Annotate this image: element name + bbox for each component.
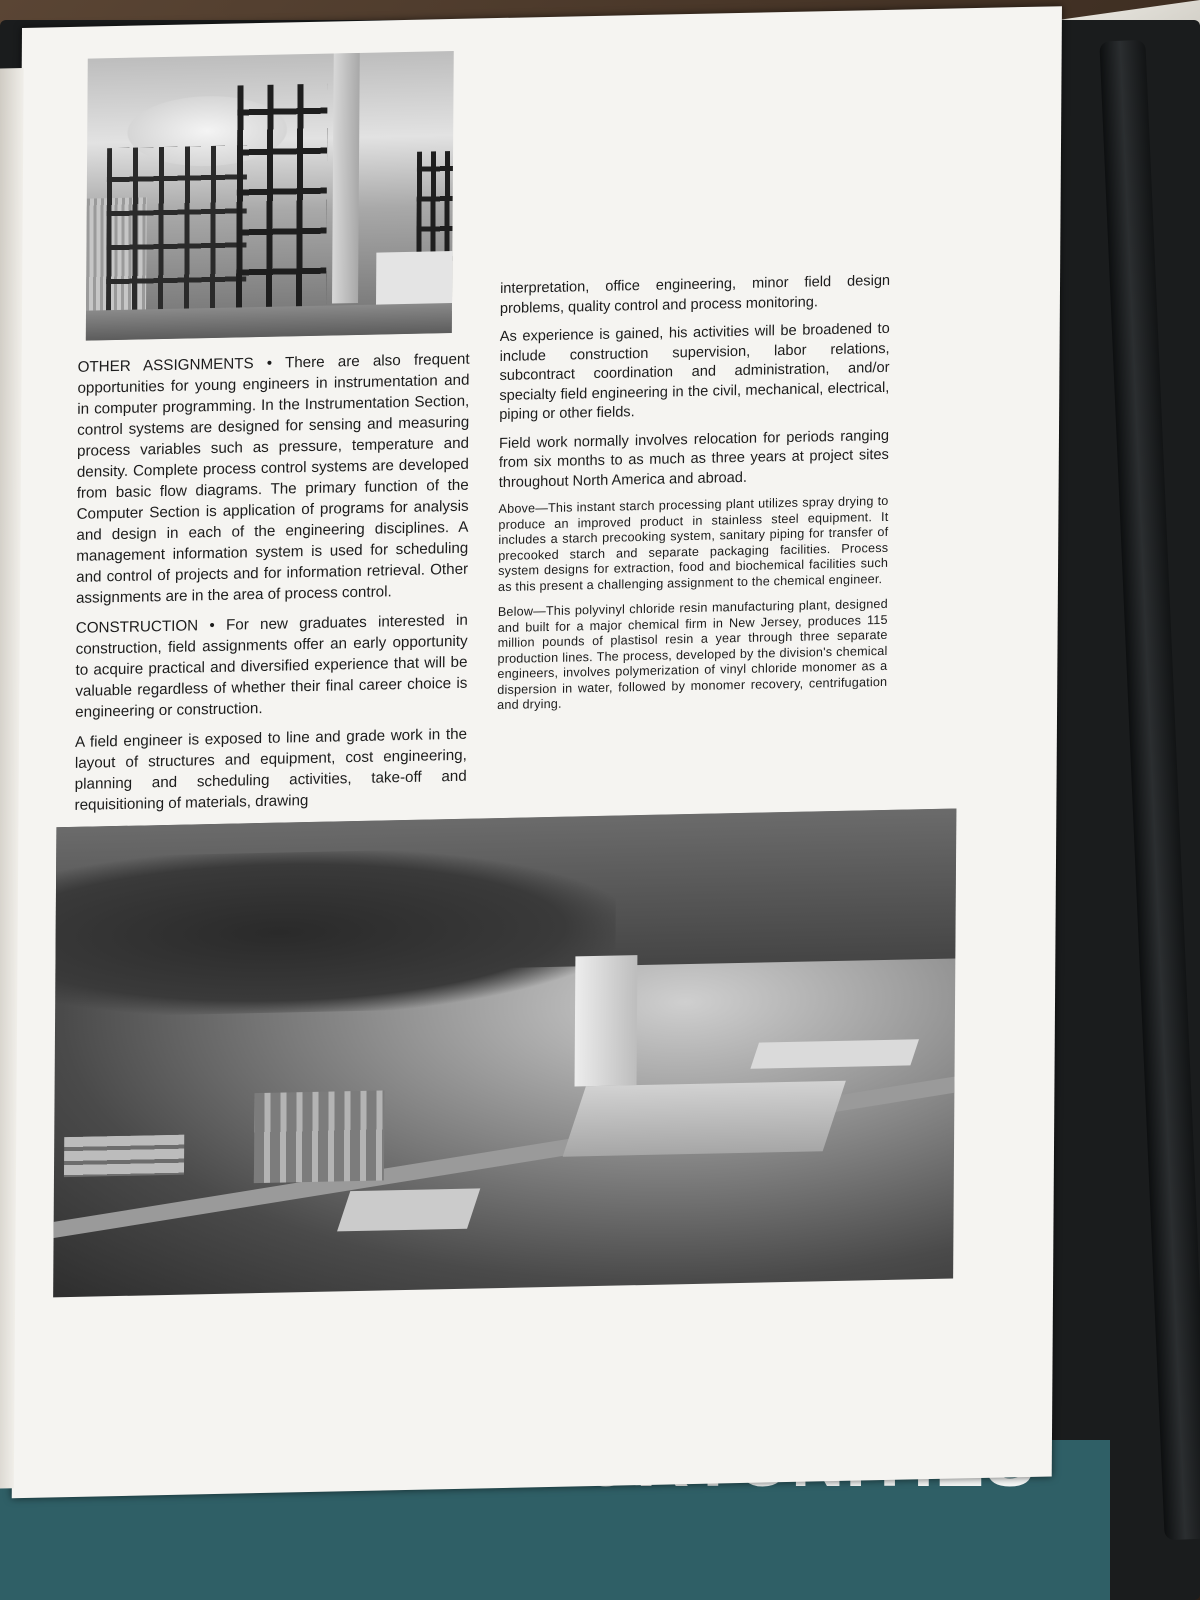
photo-structure-frame — [106, 145, 247, 318]
photo-warehouse — [563, 1081, 846, 1157]
photo-ground — [86, 303, 452, 341]
other-assignments-paragraph — [76, 349, 470, 609]
starch-plant-photo — [86, 51, 454, 341]
page-fold-edge — [0, 68, 24, 1489]
left-text-column — [74, 349, 469, 825]
photo-shed — [337, 1188, 480, 1231]
photo-structure-frame — [416, 151, 453, 262]
brochure-page — [12, 6, 1062, 1498]
construction-heading: CONSTRUCTION • — [75, 616, 215, 637]
pvc-plant-aerial-photo — [53, 808, 956, 1297]
continuation-paragraph: interpretation, office engineering, minor field design problems, quality control and process monitoring. — [499, 272, 891, 317]
right-text-column — [497, 272, 890, 724]
field-work-paragraph: Field work normally involves relocation for periods ranging from six months to as much as three years at project sites throughout North America and abroad. — [498, 427, 890, 491]
photo-structure-frame — [236, 84, 328, 316]
photo-silos — [254, 1090, 385, 1183]
other-assignments-text: There are also frequent opportunities for young engineers in instrumentation and in computer programming. In the Instrumentation Section, control systems are designed for sensing and measuring process variables such as pressure, temperature and density. Complete process control systems are developed from basic flow diagrams. The primary function of the Computer Section is application of programs for analysis and design in each of the engineering disciplines. A management information system is used for scheduling and control of projects and for information retrieval. Other assignments are in the area of process control. — [75, 350, 470, 607]
photo-tower — [332, 53, 360, 304]
construction-paragraph — [75, 610, 468, 723]
photo-shed — [750, 1039, 919, 1069]
photo-tower — [575, 955, 638, 1086]
experience-paragraph: As experience is gained, his activities will be broadened to include construction supervision, labor relations, subcontract coordination and administration, and/or specialty field engineering in the civil, mechanical, electrical, piping or other fields. — [499, 320, 890, 424]
caption-below: Below—This polyvinyl chloride resin manufacturing plant, designed and built for a major chemical firm in New Jersey, produces 115 million pounds of plastisol resin a year through three separate production lines. The process, developed by the division's chemical engineers, involves polymerization of vinyl chloride monomer as a dispersion in water, followed by monomer recovery, centrifugation and drying. — [497, 596, 888, 713]
photo-tanks — [64, 1135, 184, 1178]
photo-trees — [55, 846, 616, 1018]
caption-above: Above—This instant starch processing plant utilizes spray drying to produce an improved product in stainless steel equipment. It includes a starch precooking system, sanitary piping for transfer of precooked starch and separate packaging facilities. Process system designs for extraction, food and biochemical facilities such as this present a challenging assignment to the chemical engineer. — [497, 493, 889, 594]
construction-text: For new graduates interested in construction, field assignments offer an early opportunity to acquire practical and diversified experience that will be valuable regardless of whether their final career choice is engineering or construction. — [75, 611, 468, 721]
field-engineer-paragraph: A field engineer is exposed to line and grade work in the layout of structures and equipment, cost engineering, planning and scheduling activities, take-off and requisitioning of materials, drawing — [74, 725, 468, 814]
other-assignments-heading: OTHER ASSIGNMENTS • — [77, 354, 273, 376]
